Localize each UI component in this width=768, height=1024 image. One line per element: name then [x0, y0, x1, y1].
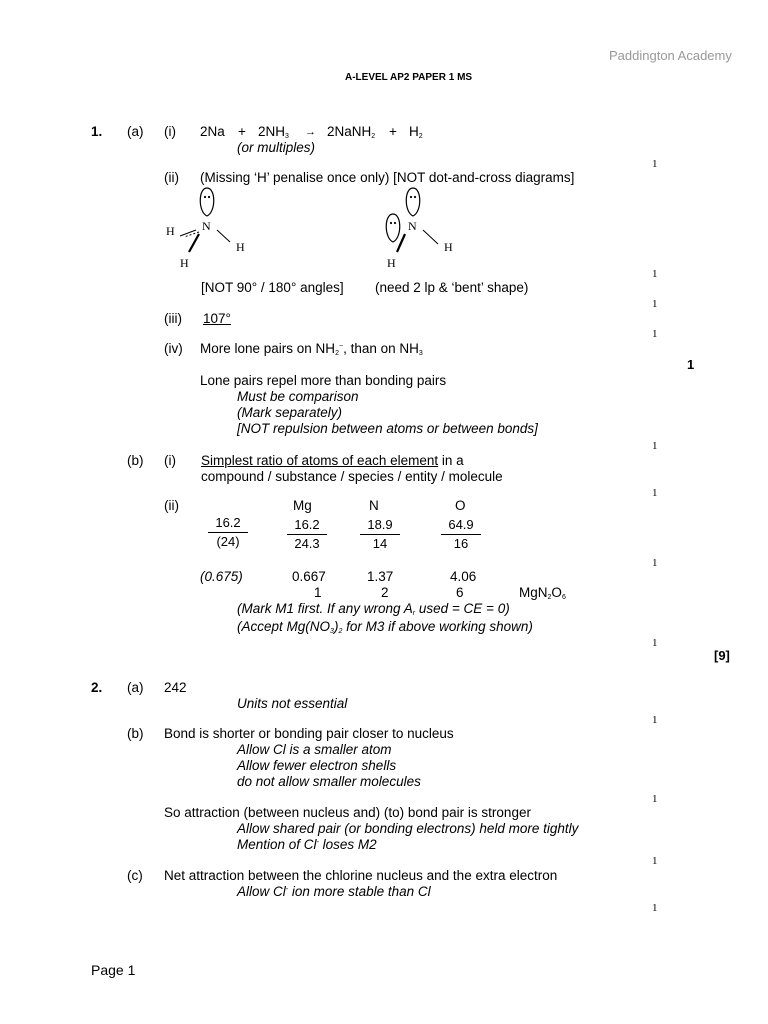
mark-11: 1 — [652, 793, 658, 805]
equation-note: (or multiples) — [237, 140, 316, 155]
simple-ratio-n: 2 — [381, 585, 389, 600]
q1-b-i-line2: compound / substance / species / entity / molecule — [201, 469, 503, 484]
equation-plus-2: + — [389, 124, 397, 139]
page-number: Page 1 — [91, 962, 136, 978]
bond-angle-value: 107° — [203, 311, 231, 326]
q1-b-i-label: (i) — [164, 453, 176, 468]
column-o: O — [455, 498, 466, 513]
mark-12: 1 — [652, 855, 658, 867]
q1-a-iv-line2: Lone pairs repel more than bonding pairs — [200, 373, 447, 388]
ratio-n: 1.37 — [367, 569, 394, 584]
q1-total: [9] — [714, 648, 730, 663]
q2-c-note: Allow Cl- ion more stable than Cl — [237, 884, 431, 899]
note-m1: (Mark M1 first. If any wrong Ar used = CE = 0) — [237, 601, 510, 617]
q2-b-text: Bond is shorter or bonding pair closer to nucleus — [164, 726, 454, 741]
mark-4: 1 — [652, 328, 658, 340]
school-name: Paddington Academy — [609, 48, 732, 63]
mark-5: 1 — [687, 357, 695, 372]
q1-b-i-text: Simplest ratio of atoms of each element in a — [201, 453, 464, 468]
simple-ratio-mg: 1 — [314, 585, 322, 600]
amide-h-atom-right: H — [444, 240, 453, 254]
mark-6: 1 — [652, 440, 658, 452]
column-n: N — [369, 498, 379, 513]
q1-a-ii-text: (Missing ‘H’ penalise once only) [NOT dot-and-cross diagrams] — [200, 170, 575, 185]
q2-a-value: 242 — [164, 680, 187, 695]
q2-b-note-2: Allow fewer electron shells — [237, 758, 397, 773]
fraction-0: $\frac{16.2}{(24)}$ — [208, 515, 248, 550]
equation-plus-1: + — [238, 124, 246, 139]
column-mg: Mg — [293, 498, 312, 513]
angles-note: [NOT 90° / 180° angles] — [201, 280, 344, 295]
empirical-formula: MgN2O6 — [519, 585, 566, 601]
q1-a-iv-label: (iv) — [164, 341, 183, 356]
q1-number: 1. — [91, 124, 103, 139]
q1-a-iv-note-2: (Mark separately) — [237, 405, 343, 420]
equation-arrow: → — [305, 126, 316, 138]
q2-b-note-4: Allow shared pair (or bonding electrons) held more tightly — [237, 821, 579, 836]
equation-product-1: 2NaNH2 — [327, 124, 376, 140]
fraction-o: $\frac{64.9}{16}$ — [441, 517, 481, 552]
ammonia-h-atom-bottom: H — [180, 256, 189, 270]
q2-b-note-5: Mention of Cl- loses M2 — [237, 837, 377, 852]
q1-a-iii-label: (iii) — [164, 311, 182, 326]
q2-b-label: (b) — [127, 726, 144, 741]
simple-ratio-o: 6 — [456, 585, 464, 600]
equation-product-2: H2 — [409, 124, 423, 140]
q2-a-note: Units not essential — [237, 696, 348, 711]
q1-a-label: (a) — [127, 124, 144, 139]
fraction-n: $\frac{18.9}{14}$ — [360, 517, 400, 552]
mark-3: 1 — [652, 298, 658, 310]
q2-a-label: (a) — [127, 680, 144, 695]
q1-a-iv-note-1: Must be comparison — [237, 389, 359, 404]
q2-c-label: (c) — [127, 868, 143, 883]
ratio-mg: 0.667 — [292, 569, 326, 584]
mark-9: 1 — [652, 637, 658, 649]
q2-b-text-2: So attraction (between nucleus and) (to) bond pair is stronger — [164, 805, 531, 820]
q1-a-iv-text: More lone pairs on NH2−, than on NH3 — [200, 341, 423, 357]
shape-note: (need 2 lp & ‘bent’ shape) — [375, 280, 529, 295]
mark-8: 1 — [652, 557, 658, 569]
amide-n-atom: N — [408, 219, 417, 233]
q2-b-note-3: do not allow smaller molecules — [237, 774, 421, 789]
document-title: A-LEVEL AP2 PAPER 1 MS — [345, 72, 473, 83]
mark-10: 1 — [652, 714, 658, 726]
q1-a-ii-label: (ii) — [164, 170, 179, 185]
mark-1: 1 — [652, 158, 658, 170]
ammonia-h-atom-right: H — [236, 240, 245, 254]
mark-2: 1 — [652, 268, 658, 280]
q2-number: 2. — [91, 680, 103, 695]
equation-reactant-2: 2NH3 — [258, 124, 289, 140]
equation-reactant-1: 2Na — [200, 124, 225, 139]
amide-h-atom-bottom: H — [387, 256, 396, 270]
q1-b-ii-label: (ii) — [164, 498, 179, 513]
q2-c-text: Net attraction between the chlorine nucleus and the extra electron — [164, 868, 558, 883]
fraction-mg: $\frac{16.2}{24.3}$ — [287, 517, 327, 552]
q1-a-iv-note-3: [NOT repulsion between atoms or between bonds] — [237, 421, 538, 436]
ammonia-h-atom-left: H — [166, 224, 175, 238]
q2-b-note-1: Allow Cl is a smaller atom — [237, 742, 392, 757]
ratio-0: (0.675) — [200, 569, 243, 584]
note-m3: (Accept Mg(NO3)2 for M3 if above working shown) — [237, 619, 533, 635]
mark-7: 1 — [652, 487, 658, 499]
ammonia-n-atom: N — [202, 219, 211, 233]
ratio-o: 4.06 — [450, 569, 477, 584]
q1-b-label: (b) — [127, 453, 144, 468]
q1-a-i-label: (i) — [164, 124, 176, 139]
mark-13: 1 — [652, 902, 658, 914]
